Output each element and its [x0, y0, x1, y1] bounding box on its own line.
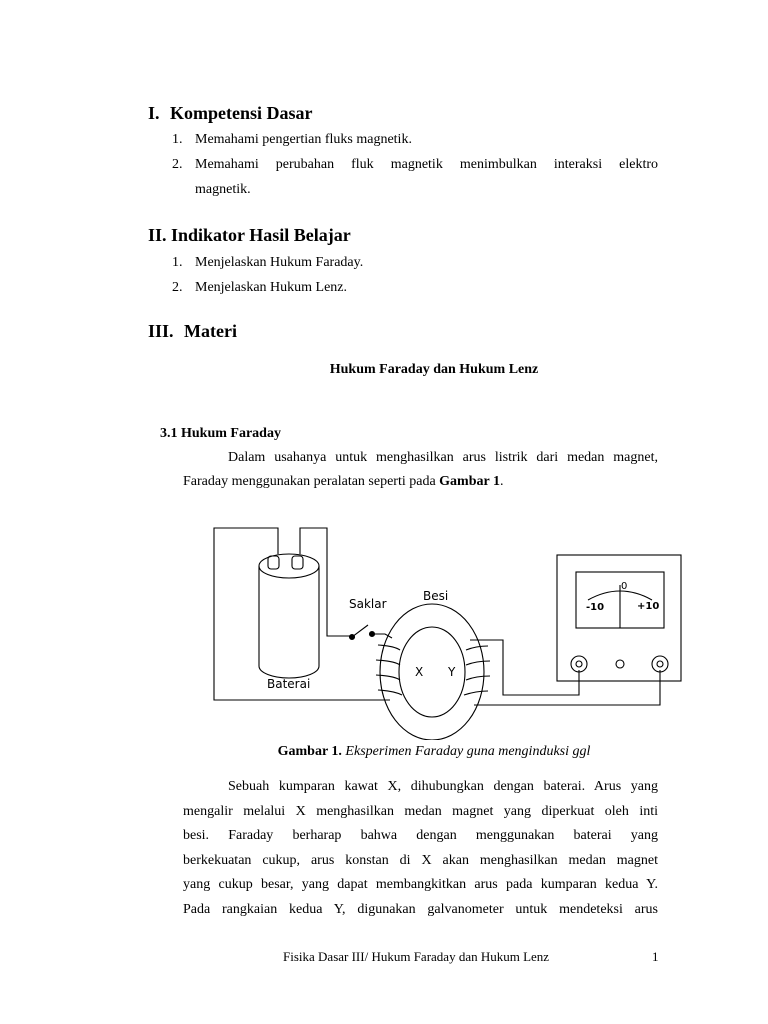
- intro-line-1: Dalam usahanya untuk menghasilkan arus listrik dari medan magnet,: [228, 450, 658, 465]
- intro-text: Faraday menggunakan peralatan seperti pada: [183, 474, 440, 489]
- galvanometer-terminal-right-inner: [657, 661, 663, 667]
- section-title: Indikator Hasil Belajar: [171, 225, 351, 245]
- subsection-heading: 3.1 Hukum Faraday: [160, 426, 281, 441]
- figure-caption: [0, 744, 768, 760]
- paragraph-line: mengalir melalui X menghasilkan medan magnet yang diperkuat oleh inti: [183, 803, 658, 819]
- battery-terminal: [268, 556, 279, 569]
- section-number: III.: [148, 321, 174, 341]
- paragraph-line: Pada rangkaian kedua Y, digunakan galvanometer untuk mendeteksi arus: [183, 901, 658, 917]
- battery-body: [259, 566, 319, 678]
- switch-lever: [352, 625, 368, 637]
- section-number: I.: [148, 103, 160, 123]
- paragraph-line: Sebuah kumparan kawat X, dihubungkan dengan baterai. Arus yang: [228, 779, 658, 794]
- footer-text: Fisika Dasar III/ Hukum Faraday dan Hukum Lenz: [283, 949, 550, 964]
- galvanometer-center-knob: [616, 660, 624, 668]
- intro-text-end: .: [499, 474, 504, 489]
- coil-y-winding: [466, 646, 488, 650]
- paragraph-line: berkekuatan cukup, arus konstan di X akan menghasilkan medan magnet: [183, 852, 658, 868]
- page-number: 1: [652, 949, 659, 964]
- body-paragraph: [183, 775, 658, 922]
- galvanometer-terminal-right: [652, 656, 668, 672]
- figure-reference: Gambar 1: [439, 474, 500, 489]
- list-text: Memahami pengertian fluks magnetik.: [195, 132, 412, 147]
- coil-y-winding: [466, 676, 490, 680]
- section-number: II.: [148, 225, 167, 245]
- list-number: 2.: [172, 280, 183, 295]
- iron-ring-outer: [380, 604, 484, 740]
- coil-x-winding: [378, 690, 402, 695]
- caption-text: Eksperimen Faraday guna menginduksi ggl: [345, 744, 591, 759]
- list-text: Menjelaskan Hukum Faraday.: [195, 255, 364, 270]
- wire-coil-y-meter-right: [474, 670, 660, 705]
- coil-y-winding: [464, 691, 488, 695]
- label-meter-zero: 0: [621, 581, 628, 592]
- label-switch: Saklar: [349, 597, 387, 611]
- label-meter-minus: -10: [586, 602, 605, 613]
- wire-coil-y-meter-left: [470, 640, 579, 695]
- section-title: Kompetensi Dasar: [170, 103, 313, 123]
- paragraph-line: besi. Faraday berharap bahwa dengan menggunakan baterai yang: [183, 828, 658, 843]
- label-coil-y: Y: [448, 665, 456, 679]
- label-meter-plus: +10: [637, 601, 660, 612]
- list-text: Menjelaskan Hukum Lenz.: [195, 280, 348, 295]
- list-number: 2.: [172, 157, 183, 172]
- document-subtitle: Hukum Faraday dan Hukum Lenz: [329, 362, 539, 377]
- list-text-continued: magnetik.: [195, 182, 251, 197]
- coil-y-winding: [466, 661, 490, 665]
- list-number: 1.: [172, 255, 183, 270]
- battery-terminal: [292, 556, 303, 569]
- wire-battery-switch: [300, 528, 352, 636]
- list-number: 1.: [172, 132, 183, 147]
- section-title: Materi: [184, 321, 237, 341]
- label-battery: Baterai: [267, 677, 311, 691]
- caption-label: Gambar 1.: [277, 744, 342, 759]
- coil-x-winding: [378, 645, 400, 650]
- list-text: Memahami perubahan fluk magnetik menimbulkan interaksi elektro: [195, 157, 658, 172]
- coil-x-winding: [376, 660, 400, 665]
- label-coil-x: X: [415, 665, 424, 679]
- paragraph-line: yang cukup besar, yang dapat membangkitkan arus pada kumparan kedua Y.: [183, 877, 658, 892]
- galvanometer-terminal-left: [571, 656, 587, 672]
- galvanometer-terminal-left-inner: [576, 661, 582, 667]
- label-iron: Besi: [423, 589, 449, 603]
